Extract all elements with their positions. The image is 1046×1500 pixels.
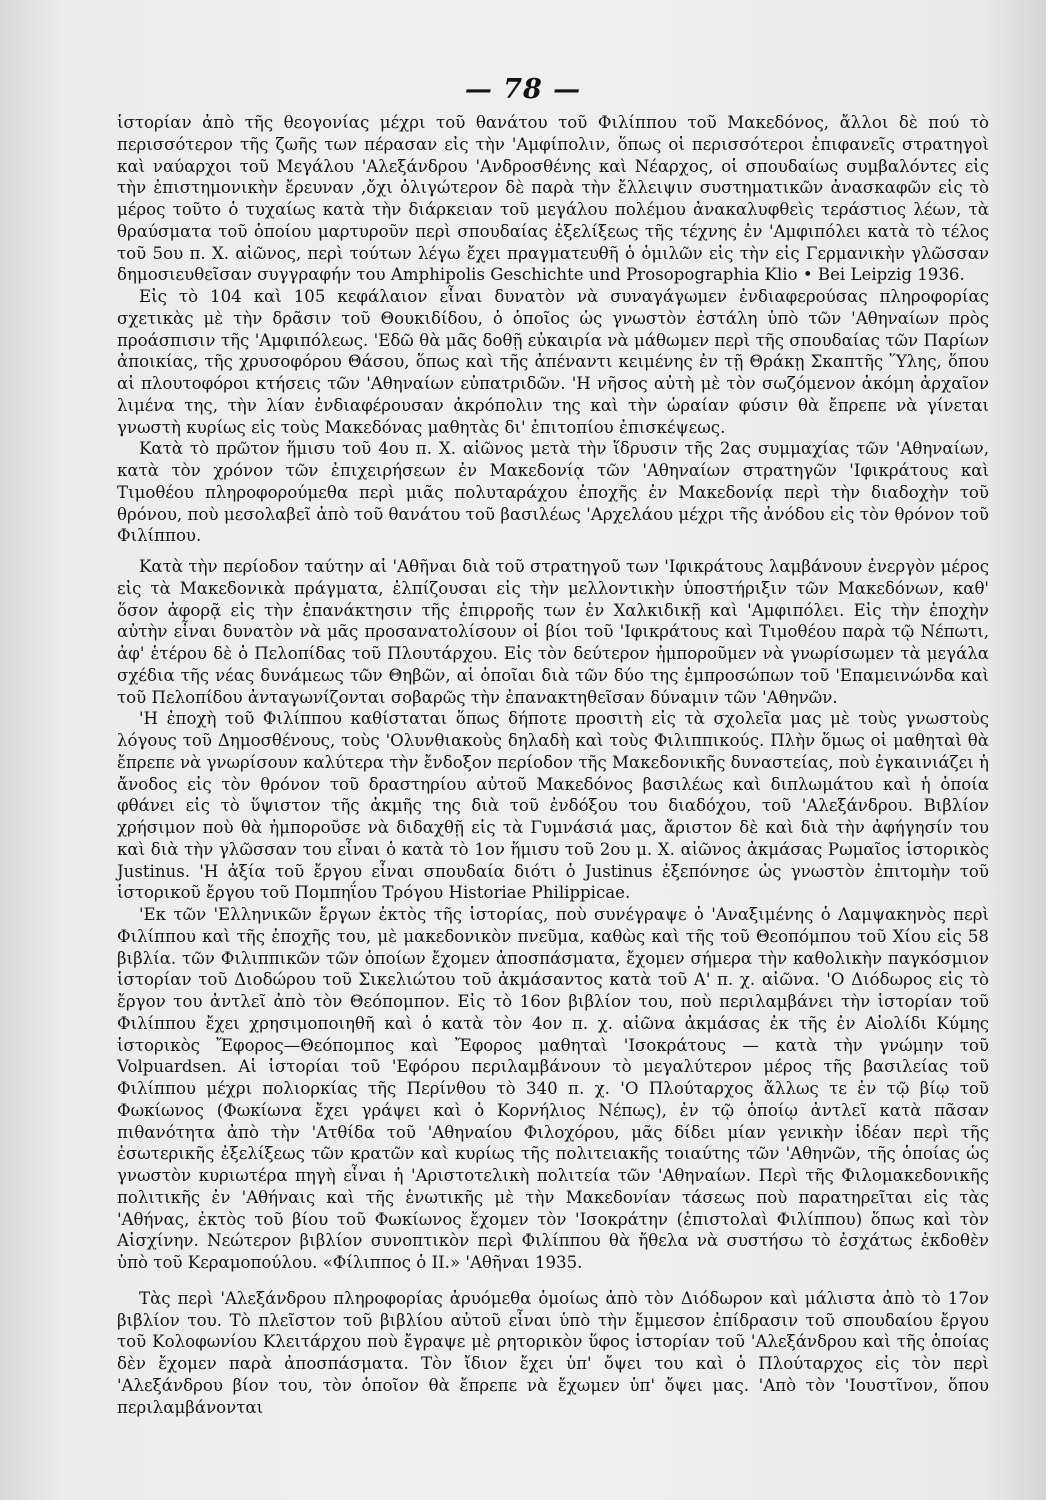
- page-number: — 78 —: [464, 74, 582, 105]
- paragraph-4: Κατὰ τὴν περίοδον ταύτην αἱ 'Αθῆναι διὰ τοῦ στρατηγοῦ των 'Ιφικράτους λαμβάνουν ἐνεργὸν μέρος εἰς τὰ Μακεδονικὰ πράγματα, ἐλπίζουσαι εἰς τὴν μελλοντικὴν ὑποστήριξιν τῶν Μακεδόνων, καθ' ὅσον ἀφορᾷ εἰς τὴν ἐπανάκτησιν τῆς ἐπιρροῆς των ἐν Χαλκιδικῇ καὶ 'Αμφιπόλει. Εἰς τὴν ἐποχὴν αὐτὴν εἶναι δυνατὸν νὰ μᾶς προσανατολίσουν οἱ βίοι τοῦ 'Ιφικράτους καὶ Τιμοθέου παρὰ τῷ Νέπωτι, ἀφ' ἑτέρου δὲ ὁ Πελοπίδας τοῦ Πλουτάρχου. Εἰς τὸν δεύτερον ἠμποροῦμεν νὰ γνωρίσωμεν τὰ μεγάλα σχέδια τῆς νέας δυνάμεως τῶν Θηβῶν, αἱ ὁποῖαι διὰ τῶν δύο της ἐμπροσώπων τοῦ 'Επαμεινώνδα καὶ τοῦ Πελοπίδου ἀνταγωνίζονται σοβαρῶς τὴν ἐπανακτηθεῖσαν δύναμιν τῶν 'Αθηνῶν.: [117, 557, 989, 707]
- paragraph-5: 'Η ἐποχὴ τοῦ Φιλίππου καθίσταται ὅπως δήποτε προσιτὴ εἰς τὰ σχολεῖα μας μὲ τοὺς γνωστοὺς λόγους τοῦ Δημοσθένους, τοὺς 'Ολυνθιακοὺς δηλαδὴ καὶ τοὺς Φιλιππικούς. Πλὴν ὅμως οἱ μαθηταὶ θὰ ἔπρεπε νὰ γνωρίσουν καλύτερα τὴν ἔνδοξον περίοδον τῆς Μακεδονικῆς δυναστείας, ποὺ ἐγκαινιάζει ἡ ἄνοδος εἰς τὸν θρόνον τοῦ δραστηρίου αὐτοῦ Μακεδόνος βασιλέως καὶ διπλωμάτου καὶ ἡ ὁποία φθάνει εἰς τὸ ὕψιστον τῆς ἀκμῆς της διὰ τοῦ ἐνδόξου του διαδόχου, τοῦ 'Αλεξάνδρου. Βιβλίον χρήσιμον ποὺ θὰ ἠμποροῦσε νὰ διδαχθῇ εἰς τὰ Γυμνάσιά μας, ἄριστον δὲ καὶ διὰ τὴν ἀφήγησίν του καὶ διὰ τὴν γλῶσσαν του εἶναι ὁ κατὰ τὸ 1ον ἥμισυ τοῦ 2ου μ. Χ. αἰῶνος ἀκμάσας Ρωμαῖος ἱστορικὸς Justinus. 'Η ἀξία τοῦ ἔργου εἶναι σπουδαία διότι ὁ Justinus ἐξεπόνησε ὡς γνωστὸν ἐπιτομὴν τοῦ ἱστορικοῦ ἔργου τοῦ Πομπηΐου Τρόγου Historiae Philippicae.: [117, 709, 989, 903]
- paragraph-1: ἱστορίαν ἀπὸ τῆς θεογονίας μέχρι τοῦ θανάτου τοῦ Φιλίππου τοῦ Μακεδόνος, ἄλλοι δὲ πού τὸ περισσότερον τῆς ζωῆς των πέρασαν εἰς τὴν 'Αμφίπολιν, ὅπως οἱ περισσότεροι ἐπιφανεῖς στρατηγοὶ καὶ ναύαρχοι τοῦ Μεγάλου 'Αλεξάνδρου 'Ανδροσθένης καὶ Νέαρχος, οἱ σπουδαίως συμβαλόντες εἰς τὴν ἐπιστημονικὴν ἔρευναν ,ὄχι ὀλιγώτερον δὲ παρὰ τὴν ἔλλειψιν συστηματικῶν ἀνασκαφῶν εἰς τὸ μέρος τοῦτο ὁ τυχαίως κατὰ τὴν διάρκειαν τοῦ μεγάλου πολέμου ἀνακαλυφθεὶς τεράστιος λέων, τὰ θραύσματα τοῦ ὁποίου μαρτυροῦν περὶ σπουδαίας ἐξελίξεως τῆς τέχνης ἐν 'Αμφιπόλει κατὰ τὸ τέλος τοῦ 5ου π. Χ. αἰῶνος, περὶ τούτων λέγω ἔχει πραγματευθῆ ὁ ὁμιλῶν εἰς τὴν εἰς Γερμανικὴν γλῶσσαν δημοσιευθεῖσαν συγγραφήν του Amphipolis Geschichte und Prosopographia Klio • Bei Leipzig 1936.: [117, 113, 989, 285]
- paragraph-7: Τὰς περὶ 'Αλεξάνδρου πληροφορίας ἀρυόμεθα ὁμοίως ἀπὸ τὸν Διόδωρον καὶ μάλιστα ἀπὸ τὸ 17ον βιβλίον του. Τὸ πλεῖστον τοῦ βιβλίου αὐτοῦ εἶναι ὑπὸ τὴν ἔμμεσον ἐπίδρασιν τοῦ σπουδαίου ἔργου τοῦ Κολοφωνίου Κλειτάρχου ποὺ ἔγραψε μὲ ρητορικὸν ὕφος ἱστορίαν τοῦ 'Αλεξάνδρου καὶ τῆς ὁποίας δὲν ἔχομεν παρὰ ἀποσπάσματα. Τὸν ἴδιον ἔχει ὑπ' ὄψει του καὶ ὁ Πλούταρχος εἰς τὸν περὶ 'Αλεξάνδρου βίον του, τὸν ὁποῖον θὰ ἔπρεπε νὰ ἔχωμεν ὑπ' ὄψει μας. 'Απὸ τὸν 'Ιουστῖνον, ὅπου περιλαμβάνονται: [117, 1288, 989, 1417]
- paragraph-2: Εἰς τὸ 104 καὶ 105 κεφάλαιον εἶναι δυνατὸν νὰ συναγάγωμεν ἐνδιαφερούσας πληροφορίας σχετικὰς μὲ τὴν δρᾶσιν τοῦ Θουκιδίδου, ὁ ὁποῖος ὡς γνωστὸν ἐστάλη ὑπὸ τῶν 'Αθηναίων πρὸς προάσπισιν τῆς 'Αμφιπόλεως. 'Εδῶ θὰ μᾶς δοθῇ εὐκαιρία νὰ μάθωμεν περὶ τῆς σπουδαίας τῶν Παρίων ἀποικίας, τῆς χρυσοφόρου Θάσου, ὅπως καὶ τῆς ἀπέναντι κειμένης ἐν τῇ Θράκῃ Σκαπτῆς Ὕλης, ὅπου αἱ πλουτοφόροι κτήσεις τῶν 'Αθηναίων εὐπατριδῶν. 'Η νῆσος αὐτὴ μὲ τὸν σωζόμενον ἀκόμη ἀρχαῖον λιμένα της, τὴν λίαν ἐνδιαφέρουσαν ἀκρόπολιν της καὶ τὴν ὡραίαν φύσιν θὰ ἔπρεπε νὰ γίνεται γνωστὴ κυρίως εἰς τοὺς Μακεδόνας μαθητὰς δι' ἐπιτοπίου ἐπισκέψεως.: [117, 287, 989, 437]
- paragraph-6: 'Εκ τῶν 'Ελληνικῶν ἔργων ἐκτὸς τῆς ἱστορίας, ποὺ συνέγραψε ὁ 'Αναξιμένης ὁ Λαμψακηνὸς περὶ Φιλίππου καὶ τῆς ἐποχῆς του, μὲ μακεδονικὸν πνεῦμα, καθὼς καὶ τῆς τοῦ Θεοπόμπου τοῦ Χίου εἰς 58 βιβλία. τῶν Φιλιππικῶν τῶν ὁποίων ἔχομεν ἀποσπάσματα, ἔχομεν σήμερα τὴν καθολικὴν παγκόσμιον ἱστορίαν τοῦ Διοδώρου τοῦ Σικελιώτου τοῦ ἀκμάσαντος κατὰ τοῦ Α' π. χ. αἰῶνα. 'Ο Διόδωρος εἰς τὸ ἔργον του ἀντλεῖ ἀπὸ τὸν Θεόπομπον. Εἰς τὸ 16ον βιβλίον του, ποὺ περιλαμβάνει τὴν ἱστορίαν τοῦ Φιλίππου ἔχει χρησιμοποιηθῆ καὶ ὁ κατὰ τὸν 4ον π. χ. αἰῶνα ἀκμάσας ἐκ τῆς ἐν Αἰολίδι Κύμης ἱστορικὸς Ἔφορος—Θεόπομπος καὶ Ἔφορος μαθηταὶ 'Ισοκράτους — κατὰ τὴν γνώμην τοῦ Volpuardsen. Αἱ ἱστορίαι τοῦ 'Εφόρου περιλαμβάνουν τὸ μεγαλύτερον μέρος τῆς βασιλείας τοῦ Φιλίππου μέχρι πολιορκίας τῆς Περίνθου τὸ 340 π. χ. 'Ο Πλούταρχος ἄλλως τε ἐν τῷ βίῳ τοῦ Φωκίωνος (Φωκίωνα ἔχει γράψει καὶ ὁ Κορνήλιος Νέπως), ἐν τῷ ὁποίῳ ἀντλεῖ κατὰ πᾶσαν πιθανότητα ἀπὸ τὴν 'Ατθίδα τοῦ 'Αθηναίου Φιλοχόρου, μᾶς δίδει μίαν γενικὴν ἰδέαν περὶ τῆς ἐσωτερικῆς ἐξελίξεως τῶν κρατῶν καὶ κυρίως τῆς πολιτειακῆς τοιαύτης τῶν 'Αθηνῶν, τῆς ὁποίας ὡς γνωστὸν κυριωτέρα πηγὴ εἶναι ἡ 'Αριστοτελικὴ πολιτεία τῶν 'Αθηναίων. Περὶ τῆς Φιλομακεδονικῆς πολιτικῆς ἐν 'Αθήναις καὶ τῆς ἑνωτικῆς μὲ τὴν Μακεδονίαν τάσεως ποὺ παρατηρεῖται εἰς τὰς 'Αθήνας, ἐκτὸς τοῦ βίου τοῦ Φωκίωνος ἔχομεν τὸν 'Ισοκράτην (ἐπιστολαὶ Φιλίππου) ὅπως καὶ τὸν Αἰσχίνην. Νεώτερον βιβλίον συνοπτικὸν περὶ Φιλίππου θὰ ἤθελα νὰ συστήσω τὸ ἐσχάτως ἐκδοθὲν ὑπὸ τοῦ Κεραμοπούλου. «Φίλιππος ὁ ΙΙ.» 'Αθῆναι 1935.: [117, 905, 989, 1272]
- body-text: [117, 112, 989, 1418]
- paragraph-3: Κατὰ τὸ πρῶτον ἥμισυ τοῦ 4ου π. Χ. αἰῶνος μετὰ τὴν ἵδρυσιν τῆς 2ας συμμαχίας τῶν 'Αθηναίων, κατὰ τὸν χρόνον τῶν ἐπιχειρήσεων ἐν Μακεδονίᾳ τῶν 'Αθηναίων στρατηγῶν 'Ιφικράτους καὶ Τιμοθέου πληροφορούμεθα περὶ μιᾶς πολυταράχου ἐποχῆς ἐν Μακεδονίᾳ περὶ τὴν διαδοχὴν τοῦ θρόνου, ποὺ μεσολαβεῖ ἀπὸ τοῦ θανάτου τοῦ βασιλέως 'Αρχελάου μέχρι τῆς ἀνόδου εἰς τὸν θρόνον τοῦ Φιλίππου.: [117, 439, 989, 546]
